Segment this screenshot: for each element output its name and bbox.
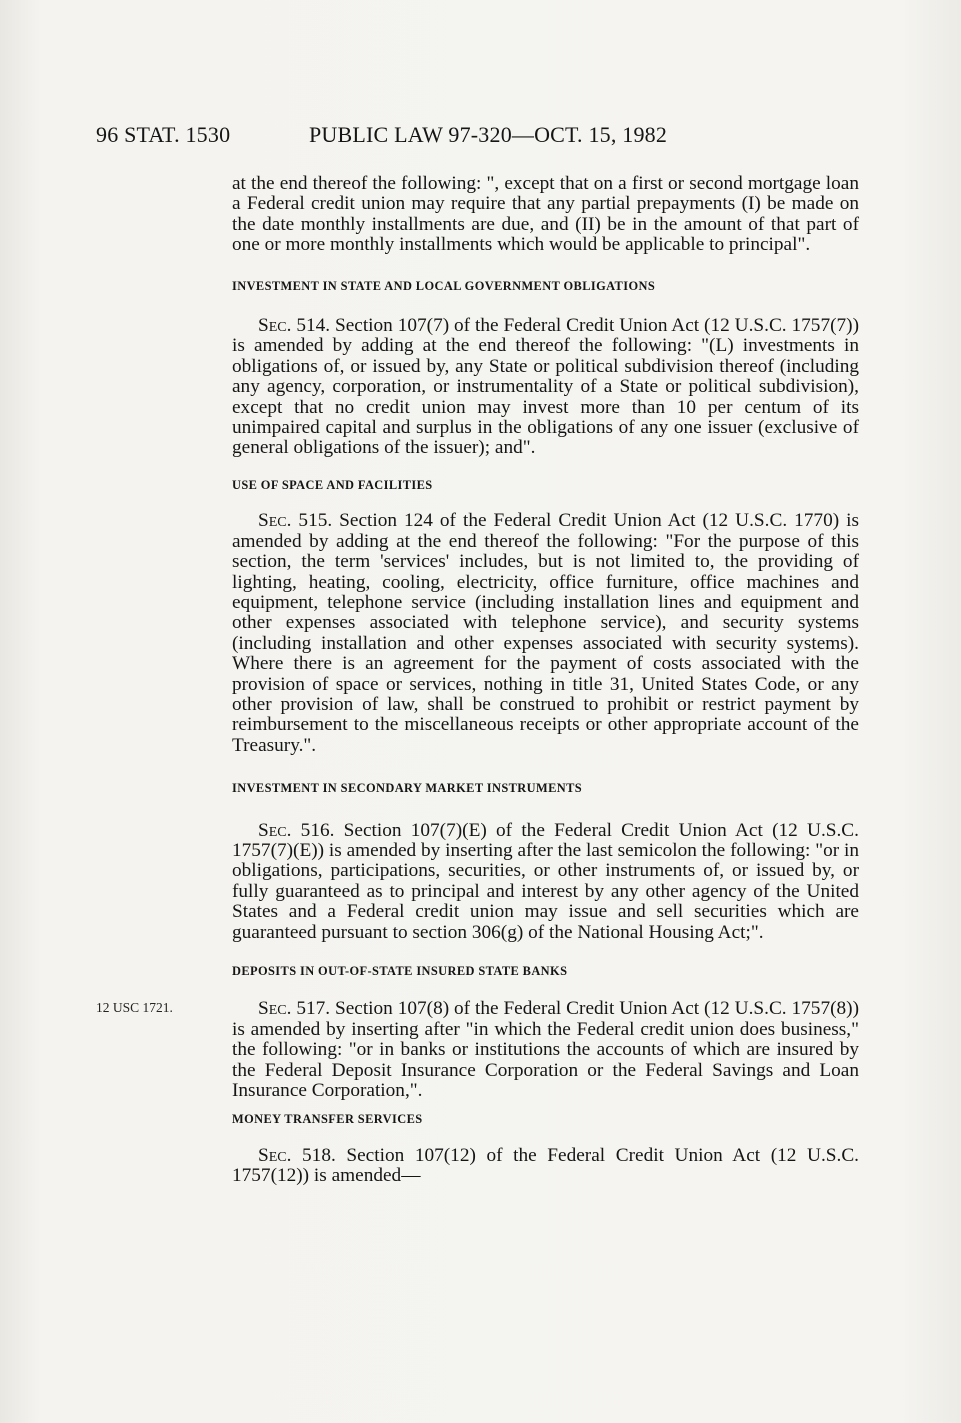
section-text: 515. Section 124 of the Federal Credit Union Act (12 U.S.C. 1770) is amended by adding at the end thereof the following: "For the purpose of this section, the term 'services' includes, but is not limited to, the providing of lighting, heating, cooling, electricity, office furniture, office machines and equipment, telephone service (including installation lines and equipment and other expenses associated with telephone service), and security systems (including installation and other expenses associated with security systems). Where there is an agreement for the payment of costs associated with the provision of space or services, nothing in title 31, United States Code, or any other provision of law, shall be construed to prohibit or restrict payment by reimbursement to the miscellaneous receipts or other appropriate account of the Treasury.".: [232, 510, 859, 756]
section-paragraph: [232, 821, 859, 943]
body-column: [232, 174, 859, 1187]
section-text: 516. Section 107(7)(E) of the Federal Credit Union Act (12 U.S.C. 1757(7)(E)) is amended by inserting after the last semicolon the following: "or in obligations, participations, securities, or other instruments of, or issued by, or fully guaranteed as to principal and interest by any other agency of the United States and a Federal credit union may issue and sell securities which are guaranteed pursuant to section 306(g) of the National Housing Act;".: [232, 819, 859, 943]
section-heading: USE OF SPACE AND FACILITIES: [232, 477, 433, 492]
section-heading: INVESTMENT IN STATE AND LOCAL GOVERNMENT OBLIGATIONS: [232, 278, 656, 293]
section-text: 517. Section 107(8) of the Federal Credit Union Act (12 U.S.C. 1757(8)) is amended by inserting after "in which the Federal credit union does business," the following: "or in banks or institutions the accounts of which are insured by the Federal Deposit Insurance Corporation or the Federal Savings and Loan Insurance Corporation,".: [232, 998, 859, 1102]
section-label: Sec.: [258, 1144, 292, 1166]
section-paragraph: [232, 511, 859, 756]
public-law-title: PUBLIC LAW 97-320—OCT. 15, 1982: [309, 122, 668, 147]
section-text: 514. Section 107(7) of the Federal Credit Union Act (12 U.S.C. 1757(7)) is amended by adding at the end thereof the following: "(L) investments in obligations of, or issued by, any State or political subdivision thereof (including any agency, corporation, or instrumentality of a State or political subdivision), except that no credit union may invest more than 10 per centum of its unimpaired capital and surplus in the obligations of any one issuer (exclusive of general obligations of the issuer); and".: [232, 315, 859, 459]
continuation-paragraph: at the end thereof the following: ", except that on a first or second mortgage loan a Federal credit union may require that any partial prepayments (I) be made on the date monthly installments are due, and (II) be in the amount of that part of one or more monthly installments which would be applicable to principal".: [232, 173, 859, 256]
section-heading: MONEY TRANSFER SERVICES: [232, 1112, 423, 1127]
section-paragraph: [232, 316, 859, 459]
section-paragraph: [232, 999, 859, 1101]
section-label: Sec.: [258, 315, 292, 337]
margin-citation: 12 USC 1721.: [96, 1000, 173, 1015]
section-paragraph: [232, 1146, 859, 1187]
page-header: [96, 122, 856, 154]
section-label: Sec.: [258, 819, 292, 841]
statute-reference: 96 STAT. 1530: [96, 122, 231, 147]
section-heading: DEPOSITS IN OUT-OF-STATE INSURED STATE BANKS: [232, 964, 568, 978]
section-text: 518. Section 107(12) of the Federal Credit Union Act (12 U.S.C. 1757(12)) is amended—: [232, 1144, 859, 1187]
section-heading: INVESTMENT IN SECONDARY MARKET INSTRUMENTS: [232, 781, 583, 796]
section-label: Sec.: [258, 998, 292, 1020]
section-label: Sec.: [258, 510, 292, 532]
